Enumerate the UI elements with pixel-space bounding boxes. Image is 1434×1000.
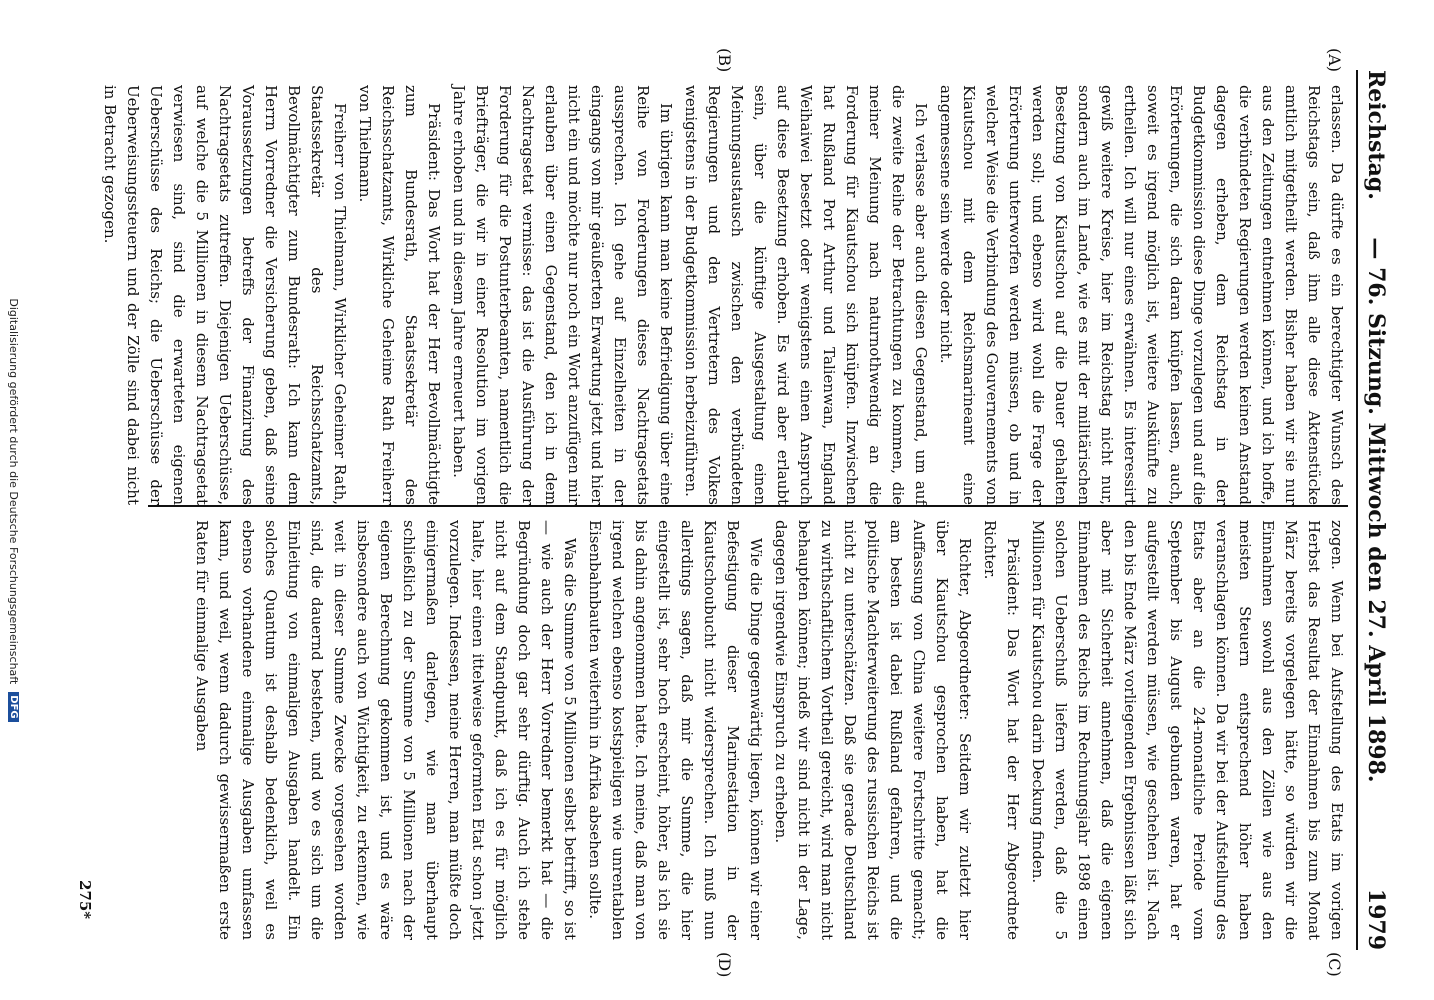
page-number: 1979 <box>1363 888 1389 950</box>
marker-b: (B) <box>715 48 734 73</box>
paragraph: Präsident: Das Wort hat der Herr Abgeordnete Richter. <box>981 520 1022 940</box>
column-divider <box>148 505 1348 507</box>
paragraph: Präsident: Das Wort hat der Herr Bevollmächtigte zum Bundesrath, Staatssekretär des Reichsschatzamts, Wirkliche Geheime Rath Freiherr von Thielmann. <box>356 85 443 505</box>
marker-c: (C) <box>1325 952 1344 977</box>
paragraph: Freiherr von Thielmann, Wirklicher Geheimer Rath, Staatssekretär des Reichsschatzamts, Bevollmächtigter zum Bundesrath: Ich kann dem Herrn Vorredner die Versicherung geben, daß seine Voraussetzungen betreffs der Finanzirung des Nachtragsetats zutreffen. Diejenigen Ueberschüsse, auf welche die 5 Millionen in diesem Nachtragsetat verwiesen sind, sind die erwarteten eigenen Ueberschüsse des Reichs; die Ueberschüsse der Ueberweisungssteuern und der Zölle sind dabei nicht in Betracht gezogen. <box>101 85 349 505</box>
digitization-text: Digitalisierung gefördert durch die Deutsche Forschungsgemeinschaft <box>7 298 21 685</box>
paragraph: erlassen. Da dürfte es ein berechtigter Wunsch des Reichstags sein, daß ihm alle diese Aktenstücke amtlich mitgetheilt werden. Bisher haben wir sie nur aus den Zeitungen entnehmen können, und ich hoffe, die verbündeten Regierungen werden keinen Anstand dagegen erheben, dem Reichstag in der Budgetkommission diese Dinge vorzulegen und auf die Erörterungen, die sich daran knüpfen lassen, auch, soweit es irgend möglich ist, weitere Auskünfte zu ertheilen. Ich will nur eines erwähnen. Es interessirt gewiß weitere Kreise, hier im Reichstag nicht nur, sondern auch im Lande, wie es mit der militärischen Besetzung von Kiautschou auf die Dauer gehalten werden soll; und ebenso wird wohl die Frage der Erörterung unterworfen werden müssen, ob und in welcher Weise die Verbindung des Gouvernements von Kiautschou mit dem Reichsmarineamt eine angemessene sein werde oder nicht. <box>937 85 1346 505</box>
paragraph: Wie die Dinge gegenwärtig liegen, können wir einer Befestigung dieser Marinestation in der Kiautschoubucht nicht widersprechen. Ich muß nun allerdings sagen, daß mir die Summe, die hier eingestellt ist, sehr hoch erscheint, höher, als ich sie bis dahin angenommen hatte. Ich meine, daß man von irgend welchen ebenso kostspieligen wie unrentablen Eisenbahnbauten weiterhin in Afrika absehen sollte. <box>586 520 765 940</box>
left-column <box>101 85 1348 505</box>
footer-signature: 275* <box>76 880 94 920</box>
paragraph: zogen. Wenn bei Aufstellung des Etats im vorigen Herbst das Resultat der Einnahmen bis zum Monat März bereits vorgelegen hätte, so würden wir die Einnahmen sowohl aus den Zöllen wie aus den meisten Steuern entsprechend höher haben veranschlagen können. Da wir bei der Aufstellung des Etats aber an die 24-monatliche Periode vom September bis August gebunden waren, hat er aufgestellt werden müssen, wie geschehen ist. Nach den bis Ende März vorliegenden Ergebnissen läßt sich aber mit Sicherheit annehmen, daß die eigenen Einnahmen des Reichs im Rechnungsjahr 1898 einen solchen Ueberschuß liefern werden, daß die 5 Millionen für Kiautschou darin Deckung finden. <box>1029 520 1346 940</box>
dfg-logo-icon: DFG <box>9 692 20 721</box>
marker-a: (A) <box>1325 48 1344 73</box>
paragraph: Ich verlasse aber auch diesen Gegenstand, um auf die zweite Reihe der Betrachtungen zu kommen, die meiner Meinung nach naturnothwendig an die Forderung für Kiautschou sich knüpfen. Inzwischen hat Rußland Port Arthur und Talienwan, England Weihaiwei besetzt oder wenigstens einen Anspruch auf diese Besetzung erhoben. Es wird aber erlaubt sein, über die künftige Ausgestaltung einen Meinungsaustausch zwischen den verbündeten Regierungen und den Vertretern des Volkes wenigstens in der Budgetkommission herbeizuführen. <box>682 85 930 505</box>
marker-d: (D) <box>715 952 734 978</box>
page-header <box>1356 70 1394 950</box>
digitization-note <box>4 30 24 990</box>
paragraph: Was die Summe von 5 Millionen selbst betrifft, so ist — wie auch der Herr Vorredner bemerkt hat — die Begründung doch gar sehr dürftig. Auch ich stehe nicht auf dem Standpunkt, daß ich es für möglich halte, hier einen ittelweise geformten Etat schon jetzt vorzulegen. Indessen, meine Herren, man müßte doch einigermaßen darlegen, wie man überhaupt schließlich zu der Summe von 5 Millionen nach der eigenen Berechnung gekommen ist, und es wäre insbesondere auch von Wichtigkeit, zu erkennen, wie weit in dieser Summe Zwecke vorgesehen worden sind, die dauernd bestehen, und wo es sich um die Einleitung von einmaligen Ausgaben handelt. Ein solches Quantum ist deshalb bedenklich, weil es ebenso vorhandene einmalige Ausgaben umfassen kann, und weil, wenn dadurch gewissermaßen erste Raten für einmalige Ausgaben <box>193 520 579 940</box>
right-column <box>118 520 1348 940</box>
header-left: Reichstag. <box>1363 70 1389 200</box>
paragraph: Richter, Abgeordneter: Seitdem wir zuletzt hier über Kiautschou gesprochen haben, hat die Auffassung von China weitere Fortschritte gemacht; am besten ist dabei Rußland gefahren, und die politische Machterweiterung des russischen Reichs ist nicht zu unterschätzen. Daß sie gerade Deutschland zu wirthschaftlichem Vortheil gereicht, wird man nicht behaupten können; indeß wir sind nicht in der Lage, dagegen irgendwie Einspruch zu erheben. <box>772 520 974 940</box>
header-center: — 76. Sitzung. Mittwoch den 27. April 1898. <box>1363 237 1389 783</box>
paragraph: Im übrigen kann man keine Befriedigung über eine Reihe von Forderungen dieses Nachtragsetats aussprechen. Ich gehe auf Einzelheiten in der eingangs von mir geäußerten Erwartung jetzt und hier nicht ein und möchte nur noch ein Wort anzufügen mir erlauben über einen Gegenstand, den ich in dem Nachtragsetat vermisse: das ist die Ausführung der Forderung für die Postunterbeamten, namentlich die Briefträger, die wir in einer Resolution im vorigen Jahre erhoben und in diesem Jahre erneuert haben. <box>450 85 675 505</box>
